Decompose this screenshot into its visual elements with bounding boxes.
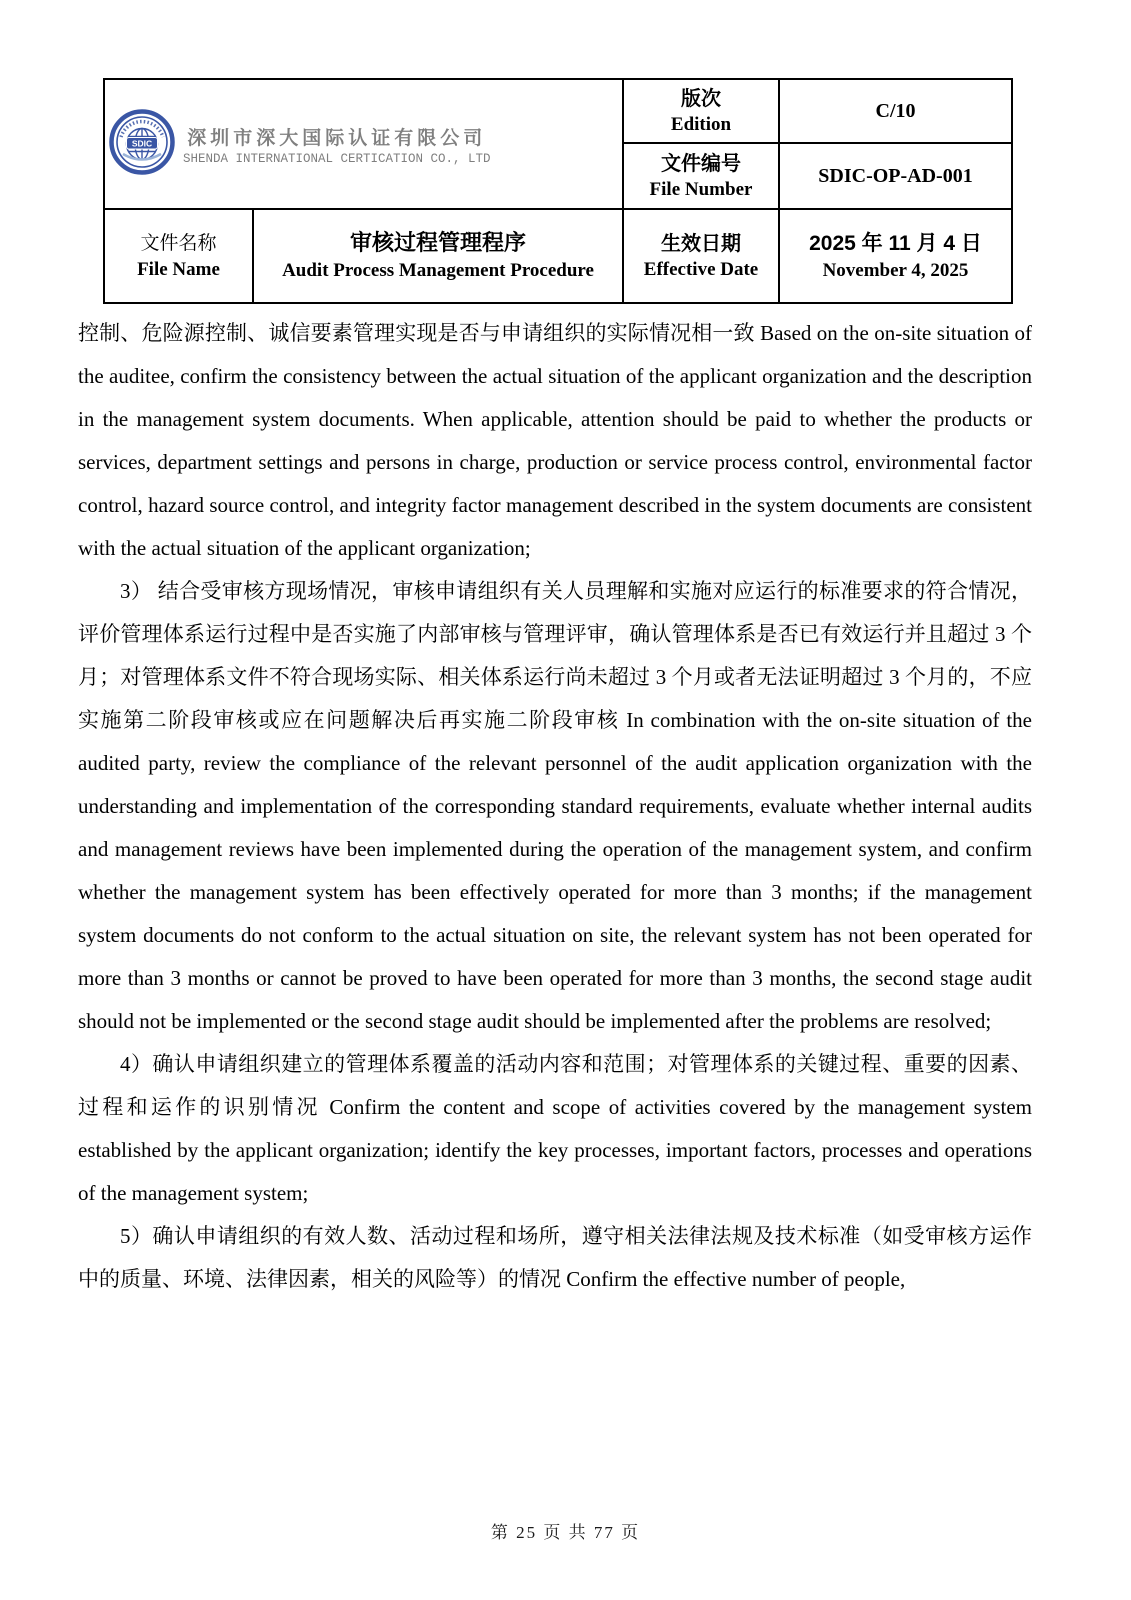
effective-date-label-cn: 生效日期: [661, 232, 741, 255]
file-number-value: SDIC-OP-AD-001: [818, 164, 973, 187]
company-name-en: SHENDA INTERNATIONAL CERTICATION CO., LTD: [183, 151, 491, 166]
file-number-label-cn: 文件编号: [661, 152, 741, 175]
document-title-cn: 审核过程管理程序: [349, 230, 526, 255]
company-name-cn: 深圳市深大国际认证有限公司: [187, 127, 487, 149]
file-number-value-cell: [779, 143, 1012, 209]
body-paragraph: 5）确认申请组织的有效人数、活动过程和场所，遵守相关法律法规及技术标准（如受审核方运作中的质量、环境、法律因素，相关的风险等）的情况 Confirm the effective number of people,: [78, 1224, 1032, 1291]
edition-label-cn: 版次: [681, 87, 721, 110]
document-header-table: [103, 78, 1013, 304]
body-paragraph: 4）确认申请组织建立的管理体系覆盖的活动内容和范围；对管理体系的关键过程、重要的因素、过程和运作的识别情况 Confirm the content and scope of activities covered by the management system established by the applicant organization; identify the key processes, important factors, processes and operations of the management system;: [78, 1052, 1032, 1205]
body-paragraph: 3） 结合受审核方现场情况，审核申请组织有关人员理解和实施对应运行的标准要求的符合情况，评价管理体系运行过程中是否实施了内部审核与管理评审，确认管理体系是否已有效运行并且超过 3 个月；对管理体系文件不符合现场实际、相关体系运行尚未超过 3 个月或者无法证明超过 3 个月的，不应实施第二阶段审核或应在问题解决后再实施二阶段审核 In combination with the on-site situation of the audited party, review the compliance of the relevant personnel of the audit application organization with the understanding and implementation of the corresponding standard requirements, evaluate whether internal audits and management reviews have been implemented during the operation of the management system, and confirm whether the management system has been effectively operated for more than 3 months; if the management system documents do not conform to the actual situation on site, the relevant system has not been operated for more than 3 months or cannot be proved to have been operated for more than 3 months, the second stage audit should not be implemented or the second stage audit should be implemented after the problems are resolved;: [78, 579, 1032, 1033]
document-title-en: Audit Process Management Procedure: [282, 260, 594, 281]
sdic-globe-logo-icon: [109, 109, 175, 180]
page-indicator: 第 25 页 共 77 页: [490, 1523, 641, 1542]
body-paragraph: 控制、危险源控制、诚信要素管理实现是否与申请组织的实际情况相一致 Based on the on-site situation of the auditee, confirm the consistency between the actual situation of the applicant organization and the description in the management system documents. When applicable, attention should be paid to whether the products or services, department settings and persons in charge, production or service process control, environmental factor control, hazard source control, and integrity factor management described in the system documents are consistent with the actual situation of the applicant organization;: [78, 321, 1032, 560]
effective-date-value-cell: [779, 209, 1012, 303]
effective-date-label-en: Effective Date: [643, 258, 759, 280]
file-number-label-en: File Number: [649, 178, 753, 200]
company-logo-cell: [104, 79, 623, 209]
file-name-label-cn: 文件名称: [140, 232, 217, 254]
edition-label-en: Edition: [670, 113, 732, 135]
svg-text:SDIC: SDIC: [131, 138, 153, 148]
edition-label-cell: [623, 79, 779, 143]
document-body: [78, 312, 1032, 1301]
effective-date-label-cell: [623, 209, 779, 303]
document-title-cell: [253, 209, 623, 303]
file-name-label-cell: [104, 209, 253, 303]
effective-date-value-cn: 2025 年 11 月 4 日: [809, 231, 982, 255]
file-name-label-en: File Name: [137, 258, 220, 280]
edition-value-cell: [779, 79, 1012, 143]
page-number-footer: [0, 1516, 1131, 1550]
file-number-label-cell: [623, 143, 779, 209]
edition-value: C/10: [875, 99, 916, 122]
effective-date-value-en: November 4, 2025: [822, 259, 969, 281]
